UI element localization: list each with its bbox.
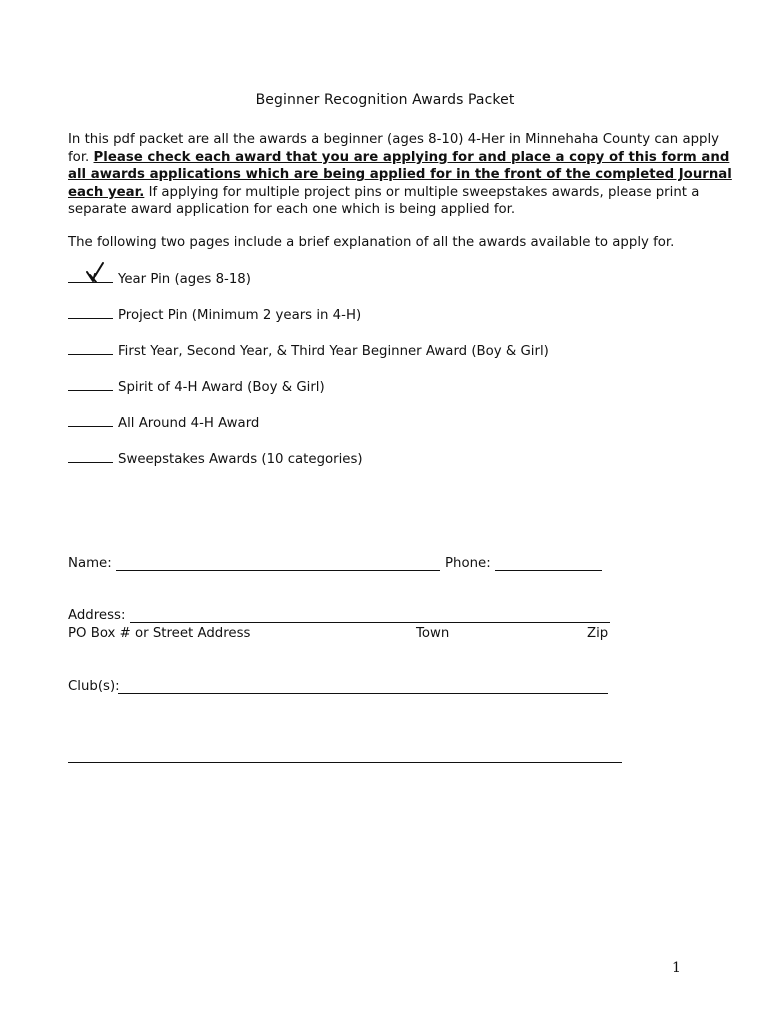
award-item-all-around bbox=[68, 414, 259, 431]
phone-label: Phone: bbox=[445, 556, 491, 571]
award-checkbox-project-pin[interactable] bbox=[68, 306, 113, 319]
intro-paragraph bbox=[68, 131, 738, 219]
club-label: Club(s): bbox=[68, 679, 120, 694]
intro-text-1: In this pdf packet are all the awards a beginner (ages 8-10) 4-Her in Minnehaha County can apply for. bbox=[68, 132, 720, 165]
following-text: The following two pages include a brief explanation of all the awards available to apply for. bbox=[68, 235, 675, 250]
award-label: Project Pin (Minimum 2 years in 4-H) bbox=[118, 308, 362, 323]
phone-field[interactable] bbox=[495, 570, 602, 571]
award-item-sweepstakes bbox=[68, 450, 363, 467]
award-item-beginner-award bbox=[68, 342, 549, 359]
award-checkbox-beginner-award[interactable] bbox=[68, 342, 113, 355]
intro-text-2: If applying for multiple project pins or multiple sweepstakes awards, please print a separate award application for each one which is being applied for. bbox=[68, 184, 700, 218]
address-sub-street: PO Box # or Street Address bbox=[68, 626, 251, 641]
award-item-project-pin bbox=[68, 306, 361, 323]
address-sub-zip: Zip bbox=[587, 626, 609, 641]
award-item-spirit-award bbox=[68, 378, 325, 395]
award-label: First Year, Second Year, & Third Year Beginner Award (Boy & Girl) bbox=[118, 344, 549, 359]
page-title: Beginner Recognition Awards Packet bbox=[255, 92, 515, 108]
address-field[interactable] bbox=[130, 622, 610, 623]
club-field[interactable] bbox=[118, 693, 608, 694]
address-label: Address: bbox=[68, 608, 126, 623]
award-label: Spirit of 4-H Award (Boy & Girl) bbox=[118, 380, 325, 395]
award-checkbox-all-around[interactable] bbox=[68, 414, 113, 427]
address-sub-town: Town bbox=[416, 626, 450, 641]
name-field[interactable] bbox=[116, 570, 440, 571]
award-item-year-pin bbox=[68, 270, 251, 287]
award-checkbox-sweepstakes[interactable] bbox=[68, 450, 113, 463]
award-label: Year Pin (ages 8-18) bbox=[118, 272, 251, 287]
name-label: Name: bbox=[68, 556, 112, 571]
award-checkbox-spirit-award[interactable] bbox=[68, 378, 113, 391]
checkmark-icon bbox=[84, 260, 106, 284]
page-number: 1 bbox=[672, 960, 681, 976]
award-checkbox-year-pin[interactable] bbox=[68, 270, 113, 283]
extra-line-field[interactable] bbox=[68, 762, 622, 763]
award-label: All Around 4-H Award bbox=[118, 416, 260, 431]
award-label: Sweepstakes Awards (10 categories) bbox=[118, 452, 363, 467]
intro-emphasis: Please check each award that you are applying for and place a copy of this form and all awards applications which are being applied for in the front of the completed Journal each year. bbox=[68, 149, 732, 200]
